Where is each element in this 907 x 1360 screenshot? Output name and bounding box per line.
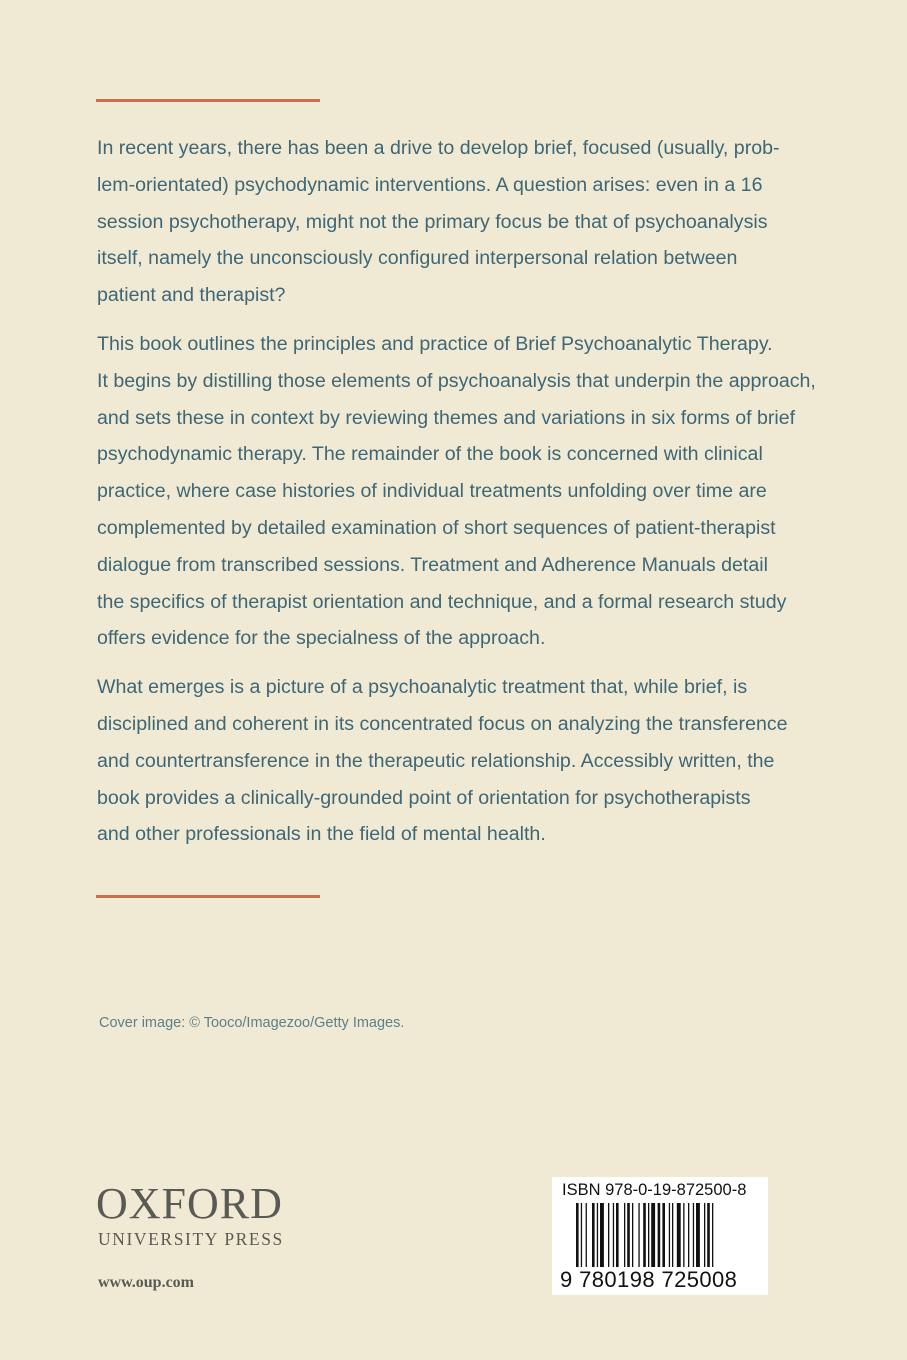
blurb-line: What emerges is a picture of a psychoanalytic treatment that, while brief, is (97, 676, 748, 699)
blurb-line: complemented by detailed examination of short sequences of patient-therapist (97, 516, 776, 539)
blurb-line: itself, namely the unconsciously configured interpersonal relation between (97, 247, 738, 270)
publisher-subtitle: UNIVERSITY PRESS (98, 1229, 284, 1249)
blurb-line: and other professionals in the field of mental health. (97, 823, 546, 846)
blurb-line: dialogue from transcribed sessions. Treatment and Adherence Manuals detail (97, 553, 768, 576)
publisher-logo (96, 1180, 284, 1250)
blurb-line: patient and therapist? (97, 284, 286, 307)
isbn-barcode (552, 1177, 768, 1295)
bottom-divider-rule (96, 895, 320, 898)
cover-image-credit: Cover image: © Tooco/Imagezoo/Getty Images. (99, 1015, 405, 1031)
isbn-label: ISBN 978-0-19-872500-8 (562, 1181, 747, 1199)
blurb-line: This book outlines the principles and practice of Brief Psychoanalytic Therapy. (97, 332, 773, 355)
blurb-line: practice, where case histories of individual treatments unfolding over time are (97, 480, 767, 503)
blurb-paragraph-3 (97, 669, 817, 853)
blurb-line: book provides a clinically-grounded point of orientation for psychotherapists (97, 786, 751, 809)
blurb-line: disciplined and coherent in its concentrated focus on analyzing the transference (97, 712, 788, 735)
publisher-name: OXFORD (96, 1179, 283, 1228)
blurb-line: psychodynamic therapy. The remainder of the book is concerned with clinical (97, 443, 763, 466)
blurb-line: lem-orientated) psychodynamic interventions. A question arises: even in a 16 (97, 173, 763, 196)
barcode-digits: 9 780198 725008 (560, 1267, 738, 1292)
top-divider-rule (96, 99, 320, 102)
publisher-url[interactable]: www.oup.com (98, 1274, 195, 1291)
blurb-line: the specifics of therapist orientation and technique, and a formal research study (97, 590, 787, 613)
blurb-line: offers evidence for the specialness of the approach. (97, 627, 546, 650)
blurb-line: and sets these in context by reviewing themes and variations in six forms of brief (97, 406, 796, 429)
blurb-line: session psychotherapy, might not the primary focus be that of psychoanalysis (97, 210, 768, 233)
blurb-line: It begins by distilling those elements of psychoanalysis that underpin the approach, (97, 369, 816, 392)
blurb-line: and countertransference in the therapeutic relationship. Accessibly written, the (97, 749, 775, 772)
blurb-line: In recent years, there has been a drive to develop brief, focused (usually, prob- (97, 137, 780, 159)
blurb-paragraph-1 (97, 130, 817, 314)
blurb-paragraph-2 (97, 326, 817, 657)
back-cover-blurb (97, 130, 817, 865)
barcode-icon (576, 1203, 758, 1267)
